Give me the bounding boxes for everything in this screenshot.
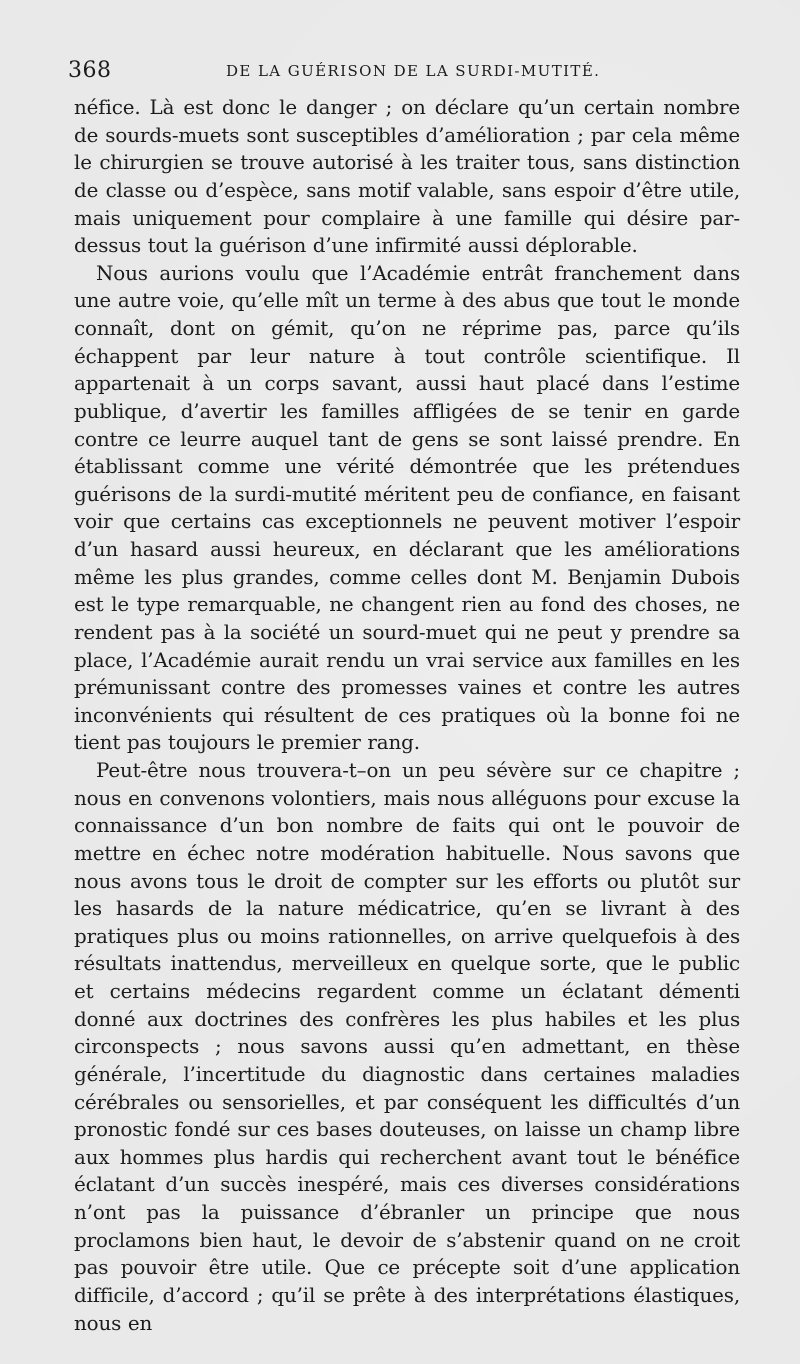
paragraph-severe: Peut-être nous trouvera-t–on un peu sévère sur ce chapitre ; nous en convenons volontiers, mais nous alléguons pour excuse la connaissance d’un bon nombre de faits qui ont le pouvoir de mettre en échec notre modération habituelle. Nous savons que nous avons tous le droit de compter sur les efforts ou plutôt sur les hasards de la nature médicatrice, qu’en se livrant à des pratiques plus ou moins rationnelles, on arrive quelquefois à des résultats inattendus, merveilleux en quelque sorte, que le public et certains médecins regardent comme un éclatant démenti donné aux doctrines des confrères les plus habiles et les plus circonspects ; nous savons aussi qu’en admettant, en thèse générale, l’incertitude du diagnostic dans certaines maladies cérébrales ou sensorielles, et par conséquent les difficultés d’un pronostic fondé sur ces bases douteuses, on laisse un champ libre aux hommes plus hardis qui recherchent avant tout le bénéfice éclatant d’un succès inespéré, mais ces diverses considérations n’ont pas la puissance d’ébranler un principe que nous proclamons bien haut, le devoir de s’abstenir quand on ne croit pas pouvoir être utile. Que ce précepte soit d’une application difficile, d’accord ; qu’il se prête à des interprétations élastiques, nous en [74, 759, 740, 1335]
running-head [68, 58, 740, 88]
body-text [74, 94, 740, 1337]
paragraph-continued: néfice. Là est donc le danger ; on déclare qu’un certain nombre de sourds-muets sont susceptibles d’amélioration ; par cela même le chirurgien se trouve autorisé à les traiter tous, sans distinction de classe ou d’espèce, sans motif valable, sans espoir d’être utile, mais uniquement pour complaire à une famille qui désire par-dessus tout la guérison d’une infirmité aussi déplorable. [74, 96, 740, 258]
paragraph-academie: Nous aurions voulu que l’Académie entrât franchement dans une autre voie, qu’elle mît un terme à des abus que tout le monde connaît, dont on gémit, qu’on ne réprime pas, parce qu’ils échappent par leur nature à tout contrôle scientifique. Il appartenait à un corps savant, aussi haut placé dans l’estime publique, d’avertir les familles affligées de se tenir en garde contre ce leurre auquel tant de gens se sont laissé prendre. En établissant comme une vérité démontrée que les prétendues guérisons de la surdi-mutité méritent peu de confiance, en faisant voir que certains cas exceptionnels ne peuvent motiver l’espoir d’un hasard aussi heureux, en déclarant que les améliorations même les plus grandes, comme celles dont M. Benjamin Dubois est le type remarquable, ne changent rien au fond des choses, ne rendent pas à la société un sourd-muet qui ne peut y prendre sa place, l’Académie aurait rendu un vrai service aux familles en les prémunissant contre des promesses vaines et contre les autres inconvénients qui résultent de ces pratiques où la bonne foi ne tient pas toujours le premier rang. [74, 261, 740, 755]
running-title: DE LA GUÉRISON DE LA SURDI-MUTITÉ. [226, 62, 601, 80]
page-number: 368 [68, 58, 112, 83]
